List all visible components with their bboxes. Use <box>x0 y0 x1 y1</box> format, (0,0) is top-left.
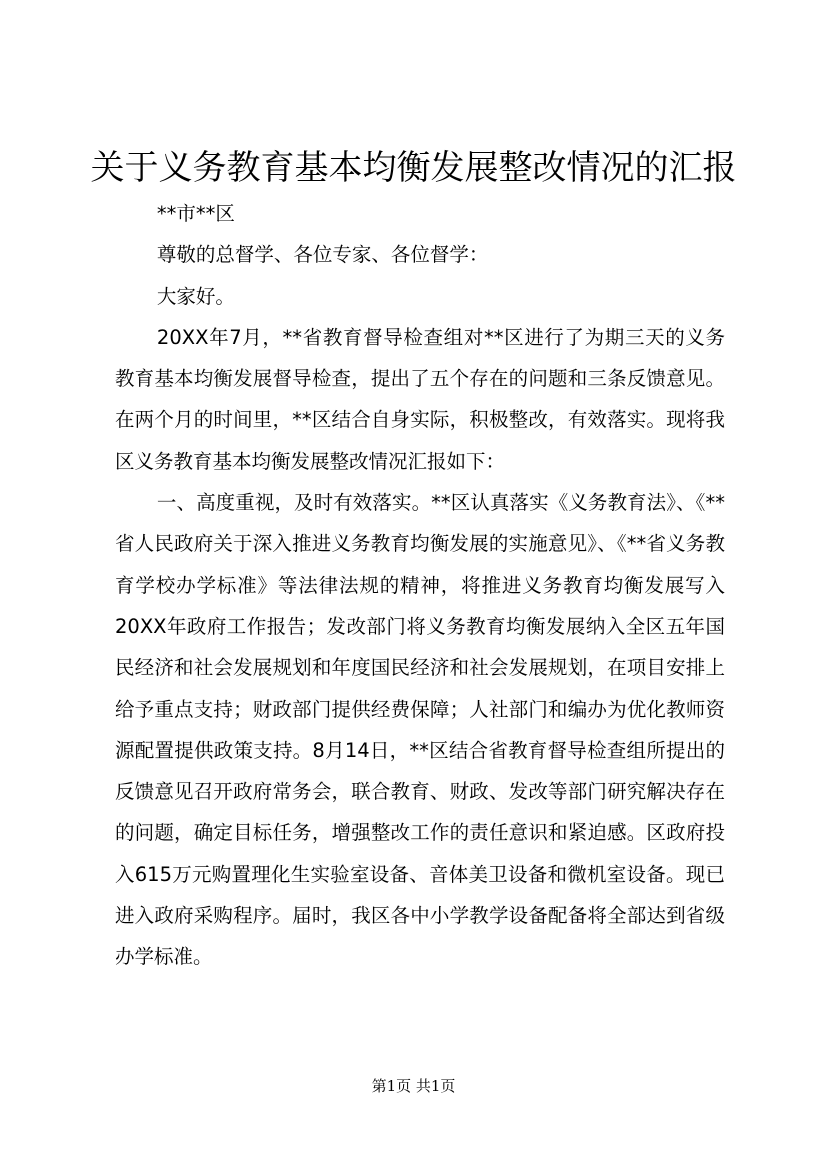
paragraph-greeting: 大家好。 <box>156 284 235 308</box>
paragraph-region: **市**区 <box>156 202 235 225</box>
page-footer: 第1页 共1页 <box>371 1077 456 1095</box>
document-body <box>115 193 725 978</box>
paragraph-intro: 20XX年7月，**省教育督导检查组对**区进行了为期三天的义务教育基本均衡发展督导检查，提出了五个存在的问题和三条反馈意见。在两个月的时间里，**区结合自身实际，积极整改，有效落实。现将我区义务教育基本均衡发展整改情况汇报如下： <box>115 325 725 473</box>
document-title: 关于义务教育基本均衡发展整改情况的汇报 <box>90 148 737 188</box>
paragraph-section-one: 一、高度重视，及时有效落实。**区认真落实《义务教育法》、《**省人民政府关于深入推进义务教育均衡发展的实施意见》、《**省义务教育学校办学标准》等法律法规的精神，将推进义务教育均衡发展写入20XX年政府工作报告；发改部门将义务教育均衡发展纳入全区五年国民经济和社会发展规划和年度国民经济和社会发展规划，在项目安排上给予重点支持；财政部门提供经费保障；人社部门和编办为优化教师资源配置提供政策支持。8月14日，**区结合省教育督导检查组所提出的反馈意见召开政府常务会，联合教育、财政、发改等部门研究解决存在的问题，确定目标任务，增强整改工作的责任意识和紧迫感。区政府投入615万元购置理化生实验室设备、音体美卫设备和微机室设备。现已进入政府采购程序。届时，我区各中小学教学设备配备将全部达到省级办学标准。 <box>115 491 725 969</box>
paragraph-salutation: 尊敬的总督学、各位专家、各位督学： <box>156 243 489 267</box>
